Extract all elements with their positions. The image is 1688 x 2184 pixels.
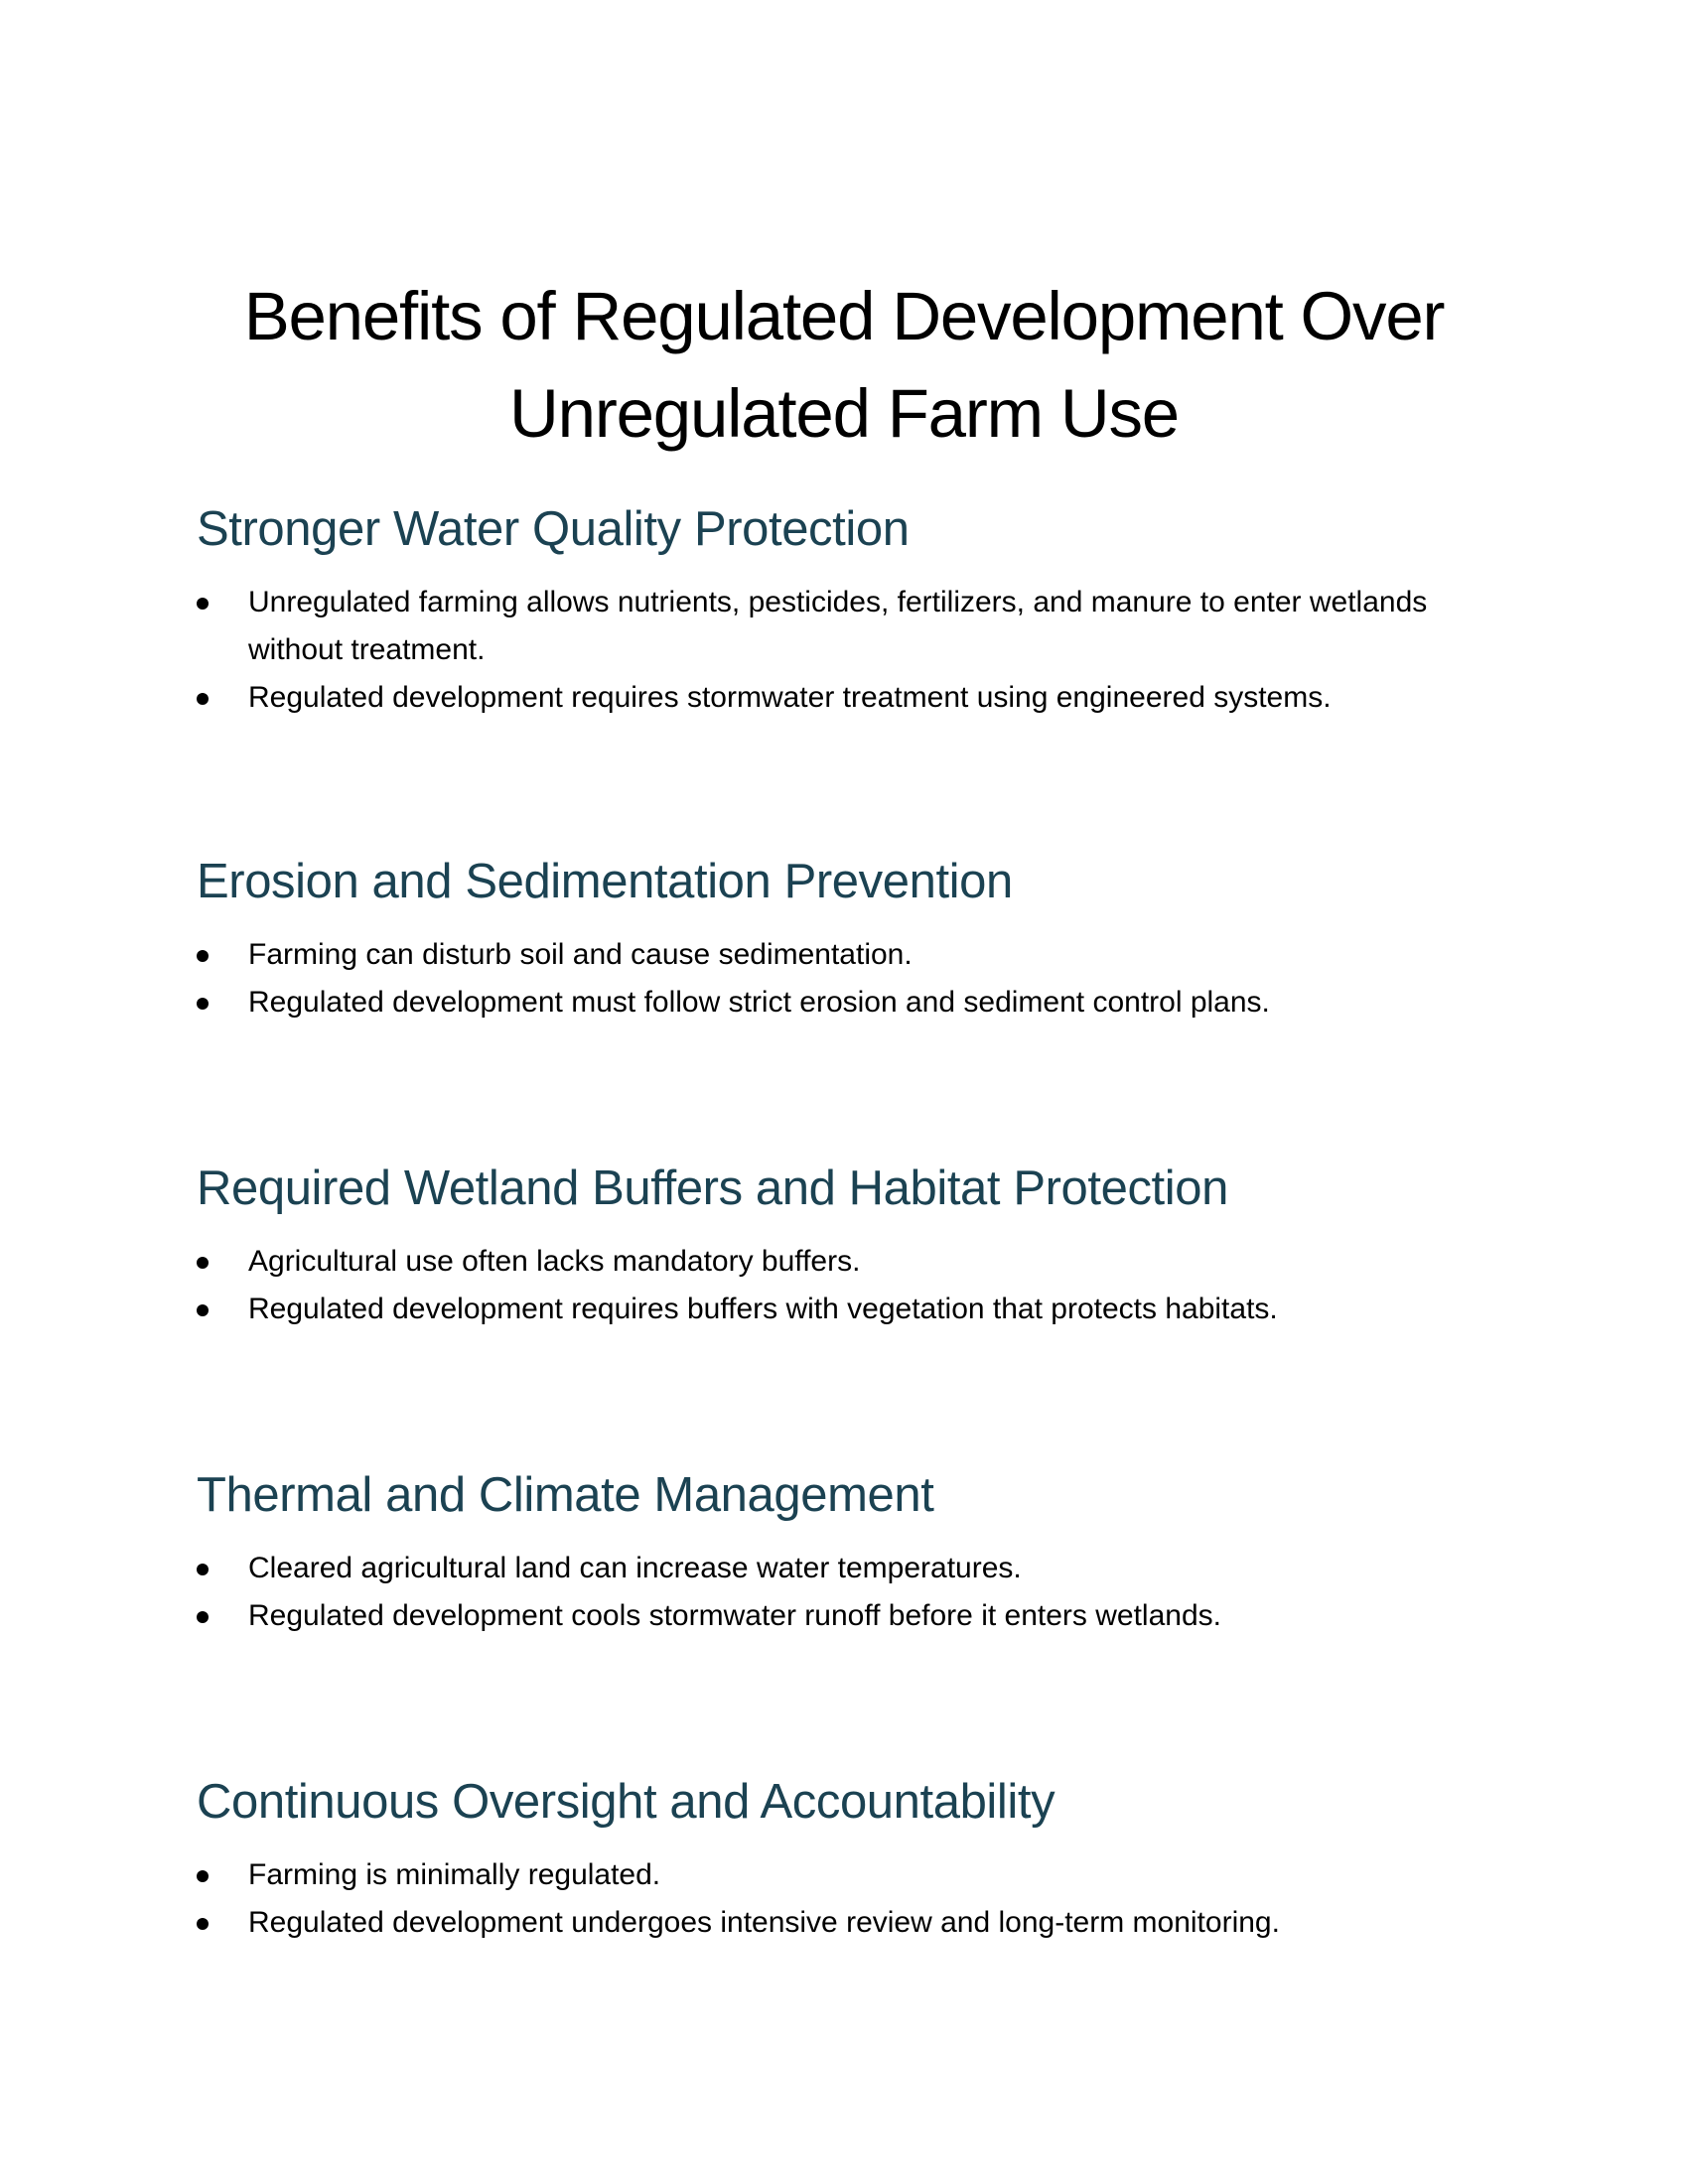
bullet-text: Regulated development requires stormwater treatment using engineered systems. — [248, 681, 1332, 714]
bullet-icon — [197, 1257, 209, 1269]
section-erosion — [197, 852, 1487, 1026]
bullet-text: Agricultural use often lacks mandatory buffers. — [248, 1245, 861, 1278]
bullet-item — [197, 674, 1440, 722]
bullet-icon — [197, 1918, 209, 1930]
bullet-item — [197, 931, 1440, 979]
bullet-item — [197, 579, 1440, 674]
section-heading: Thermal and Climate Management — [197, 1468, 934, 1522]
bullet-text: Farming can disturb soil and cause sedimentation. — [248, 938, 913, 971]
bullet-icon — [197, 1304, 209, 1316]
section-heading: Erosion and Sedimentation Prevention — [197, 855, 1013, 908]
bullet-icon — [197, 693, 209, 705]
bullet-text: Regulated development undergoes intensive review and long-term monitoring. — [248, 1906, 1280, 1939]
bullet-list — [197, 1238, 1487, 1333]
bullet-item — [197, 1851, 1440, 1899]
bullet-item — [197, 1899, 1440, 1947]
bullet-icon — [197, 598, 209, 610]
bullet-item — [197, 1545, 1440, 1592]
bullet-list — [197, 1851, 1487, 1947]
bullet-text: Farming is minimally regulated. — [248, 1858, 661, 1891]
bullet-text: Regulated development must follow strict erosion and sediment control plans. — [248, 986, 1270, 1019]
section-oversight — [197, 1772, 1487, 1947]
bullet-list — [197, 1545, 1487, 1640]
section-heading: Required Wetland Buffers and Habitat Protection — [197, 1161, 1228, 1215]
bullet-item — [197, 1286, 1440, 1333]
section-heading: Stronger Water Quality Protection — [197, 502, 910, 556]
bullet-icon — [197, 1870, 209, 1882]
section-heading: Continuous Oversight and Accountability — [197, 1775, 1055, 1829]
bullet-text: Cleared agricultural land can increase water temperatures. — [248, 1552, 1022, 1584]
bullet-icon — [197, 1564, 209, 1575]
bullet-icon — [197, 998, 209, 1010]
bullet-list — [197, 931, 1487, 1026]
section-wetland-buffers — [197, 1159, 1487, 1333]
bullet-item — [197, 1238, 1440, 1286]
bullet-text: Regulated development cools stormwater runoff before it enters wetlands. — [248, 1599, 1221, 1632]
bullet-text: Unregulated farming allows nutrients, pesticides, fertilizers, and manure to enter wetlands without treatment. — [248, 586, 1428, 666]
section-thermal-climate — [197, 1465, 1487, 1640]
bullet-icon — [197, 950, 209, 962]
bullet-icon — [197, 1611, 209, 1623]
bullet-text: Regulated development requires buffers with vegetation that protects habitats. — [248, 1293, 1278, 1325]
section-water-quality — [197, 499, 1487, 722]
bullet-item — [197, 979, 1440, 1026]
bullet-item — [197, 1592, 1440, 1640]
document-title: Benefits of Regulated Development Over Unregulated Farm Use — [243, 278, 1445, 452]
bullet-list — [197, 579, 1487, 722]
